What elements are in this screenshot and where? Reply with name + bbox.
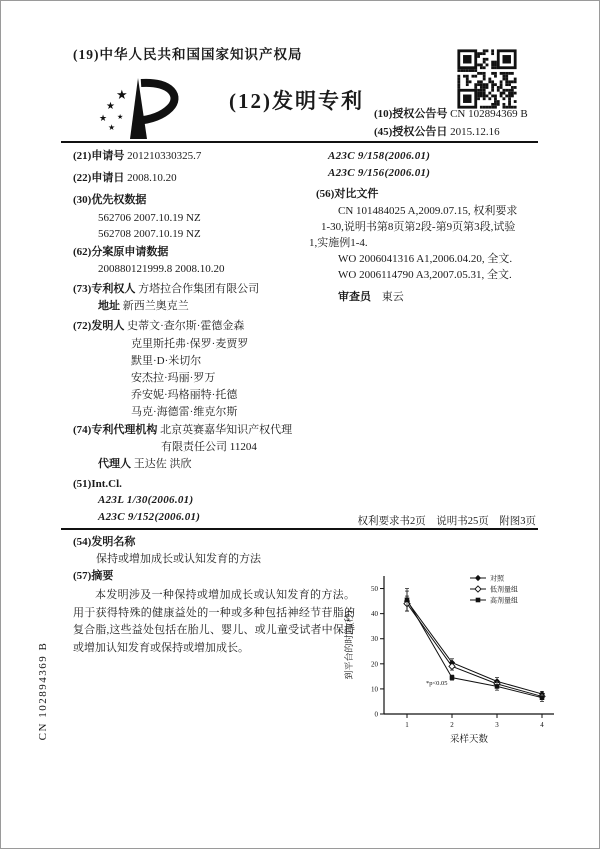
int-cl-code: A23C 9/158(2006.01) [328,150,431,162]
int-cl-code: A23C 9/156(2006.01) [328,167,431,179]
application-number [73,150,201,164]
svg-text:50: 50 [371,585,378,594]
examiner-line [338,291,404,305]
document-kind-title: (12)发明专利 [229,89,364,113]
examiner-label: 审查员 [338,291,371,303]
int-cl-code: A23C 9/152(2006.01) [98,511,201,523]
app-no-label: (21)申请号 [73,150,125,162]
svg-text:2: 2 [450,721,454,729]
abstract-text: 本发明涉及一种保持或增加成长或认知发育的方法。用于获得特殊的健康益处的一种或多种包括神经节苷脂的复合脂,这些益处包括在胎儿、婴儿、或儿童受试者中保持或增加认知发育或保持或增加成长。 [73,589,355,654]
title-label: (54)发明名称 [73,536,136,548]
svg-text:★: ★ [106,101,115,112]
patentee-label: (73)专利权人 [73,283,136,295]
priority-entry: 562706 2007.10.19 NZ [98,212,201,224]
division-data-label: (62)分案原申请数据 [73,246,169,258]
svg-text:4: 4 [540,721,544,729]
citation-line: 1-30,说明书第8页第2段-第9页第3段,试验 [321,221,516,233]
pages-note: 权利要求书2页 说明书25页 附图3页 [357,516,536,527]
application-date [73,172,177,186]
citations-label: (56)对比文件 [316,188,379,200]
app-date-value: 2008.10.20 [127,172,177,184]
inventors-line [73,320,244,334]
svg-text:★: ★ [117,113,124,121]
app-date-label: (22)申请日 [73,172,125,184]
side-publication-number: CN 102894369 B [37,641,49,741]
abstract-label: (57)摘要 [73,570,114,582]
header-divider [61,141,538,143]
agency-name-cont: 有限责任公司 11204 [161,441,257,453]
grant-date-value: 2015.12.16 [450,126,500,138]
agency-name: 北京英赛嘉华知识产权代理 [160,424,293,436]
int-cl-label: (51)Int.Cl. [73,478,122,490]
inventor-name: 克里斯托弗·保罗·麦贾罗 [131,338,249,350]
inventors-label: (72)发明人 [73,320,125,332]
svg-text:40: 40 [371,610,378,619]
svg-text:1: 1 [405,721,409,729]
svg-text:★: ★ [116,87,128,102]
address-value: 新西兰奥克兰 [122,300,189,312]
svg-text:*p<0.05: *p<0.05 [426,680,448,688]
patentee-line [73,283,259,297]
inventor-name: 默里·D·米切尔 [131,355,202,367]
grant-no-label: (10)授权公告号 [374,108,448,120]
invention-title: 保持或增加成长或认知发育的方法 [96,553,261,565]
agent-label: 代理人 [98,458,131,470]
svg-text:对照: 对照 [490,574,504,583]
grant-publication-number [374,108,528,122]
app-no-value: 201210330325.7 [127,150,202,162]
svg-text:0: 0 [374,710,378,719]
citation-line: CN 101484025 A,2009.07.15, 权利要求 [338,205,518,217]
inventor-name: 乔安妮·玛格丽特·托德 [131,389,238,401]
inventor-name: 史蒂文·查尔斯·霍德金森 [127,320,245,332]
priority-data-label: (30)优先权数据 [73,194,147,206]
agency-line [73,424,292,438]
grant-publication-date [374,126,500,140]
citation-line: WO 2006114790 A3,2007.05.31, 全文. [338,269,512,281]
priority-entry: 562708 2007.10.19 NZ [98,228,201,240]
svg-text:★: ★ [108,123,116,132]
cnipa-logo-icon [86,75,191,150]
division-entry: 200880121999.8 2008.10.20 [98,263,225,275]
inventor-name: 安杰拉·玛丽·罗万 [131,372,216,384]
svg-text:★: ★ [99,113,108,123]
patentee-value: 方塔拉合作集团有限公司 [138,283,260,295]
address-line [98,300,189,314]
svg-text:30: 30 [371,635,378,644]
patent-office-name: (19)中华人民共和国国家知识产权局 [73,47,303,62]
mid-divider [61,528,538,530]
svg-text:低剂量组: 低剂量组 [490,585,518,594]
svg-text:10: 10 [371,685,378,694]
svg-text:3: 3 [495,721,499,729]
agent-line [98,458,192,472]
inventor-name: 马克·海德雷·维克尔斯 [131,406,238,418]
grant-no-value: CN 102894369 B [450,108,528,120]
svg-text:采样天数: 采样天数 [449,735,489,745]
svg-text:到平台的时间(秒): 到平台的时间(秒) [344,610,354,680]
svg-text:20: 20 [371,660,378,669]
qr-code [456,48,518,115]
citation-line: WO 2006041316 A1,2006.04.20, 全文. [338,253,513,265]
agent-names: 王达佐 洪欣 [133,458,192,470]
svg-text:高剂量组: 高剂量组 [490,596,518,605]
address-label: 地址 [98,300,120,312]
examiner-name: 東云 [381,291,404,303]
citation-line: 1,实施例1-4. [309,237,368,249]
agency-label: (74)专利代理机构 [73,424,158,436]
grant-date-label: (45)授权公告日 [374,126,448,138]
growth-chart [342,562,566,748]
int-cl-code: A23L 1/30(2006.01) [98,494,194,506]
